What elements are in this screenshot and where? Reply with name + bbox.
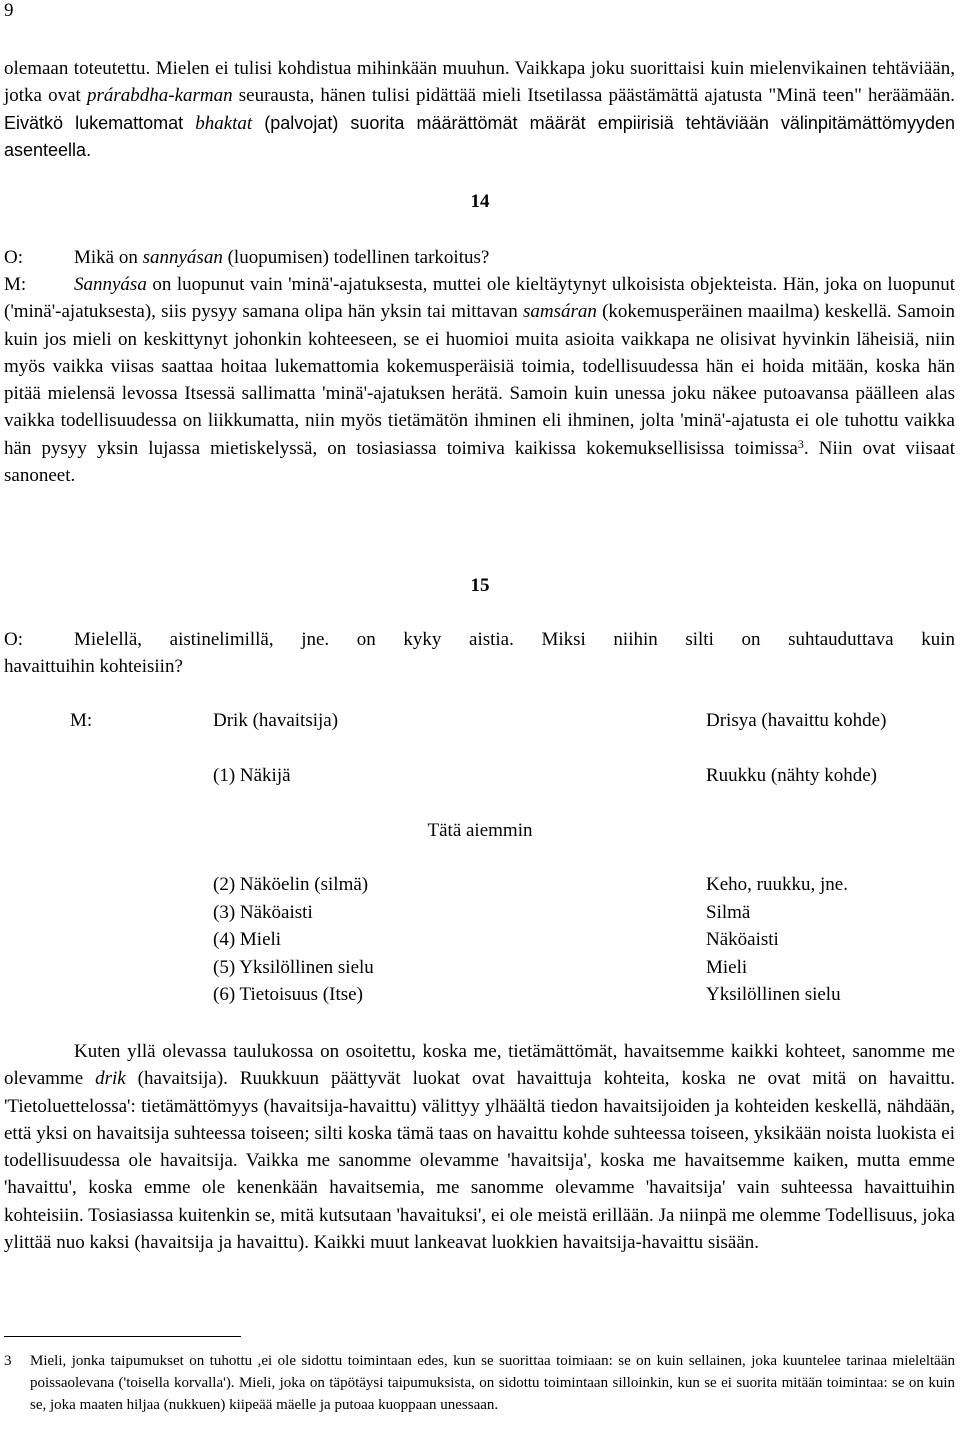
italic-term: sannyásan: [142, 247, 223, 268]
text-run: Eivätkö lukemattomat: [4, 112, 196, 133]
table-row-seer: (2) Näköelin (silmä): [213, 874, 369, 895]
question-15-line-1: [4, 626, 955, 653]
table-label: M:: [70, 710, 93, 731]
table-row-seen: Näköaisti: [706, 929, 779, 950]
table-row-seen: Silmä: [706, 902, 751, 923]
text-run: . Niin ovat viisaat sanoneet.: [4, 437, 955, 487]
italic-term: Sannyása: [74, 274, 147, 295]
footnote-3: [4, 1350, 955, 1416]
footnote-number: 3: [4, 1353, 12, 1369]
italic-term: drik: [95, 1068, 126, 1090]
footnote-text: Mieli, jonka taipumukset on tuhottu ,ei ole sidottu toimintaan edes, kun se suorittaa toimiaan: se on kuin sellainen, joka kuuntelee tarinaa mieleltään poissaolevana ('toisella korvalla'). Mieli, joka on täpötäysi taipumuksista, on sidottu toimintaan silloinkin, kun se ei suorita mitään toimintaa: se on kuin se, joka maaten hiljaa (nukkuen) kiipeää mäelle ja putoaa kuoppaan unessaan.: [30, 1353, 955, 1413]
answer-14: [4, 271, 955, 489]
text-run: Mikä on: [74, 247, 143, 268]
italic-term: samsáran: [522, 301, 597, 323]
page-number: 9: [4, 0, 14, 21]
table-row-seer: (6) Tietoisuus (Itse): [213, 984, 363, 1005]
table-row-seen: Yksilöllinen sielu: [706, 984, 841, 1005]
paragraph-intro: [4, 55, 955, 164]
italic-term: prárabdha-karman: [86, 85, 233, 107]
table-header-seer: Drik (havaitsija): [213, 710, 339, 731]
table-middle-note: Tätä aiemmin: [427, 820, 533, 841]
paragraph-closing: [4, 1038, 955, 1256]
table-row-seer: (4) Mieli: [213, 929, 282, 950]
footnote-ref: 3: [797, 436, 804, 451]
section-heading-15: 15: [470, 575, 490, 596]
table-row-seen: Mieli: [706, 957, 748, 978]
section-heading-14: 14: [470, 191, 490, 212]
text-run: (palvojat) suorita määrättömät määrät empiirisiä tehtäviään välinpitämättömyyden asenteella.: [4, 112, 955, 160]
answer-text: [4, 274, 955, 486]
question-label: O:: [4, 629, 23, 650]
text-run: (havaitsija). Ruukkuun päättyvät luokat ovat havaittuja kohteita, koska ne ovat mitä on havaittu. 'Tietoluettelossa': tietämättömyys (havaitsija-havaittu) välittyy ylhäältä tiedon havaitsijoiden ja kohteiden keskellä, nähdään, että yksi on havaitsija suhteessa toiseen; silti koska tämä taas on havaittu kohde suhteessa toiseen, yksikään noista luokista ei todellisuudessa ole havaitsija. Vaikka me sanomme olevamme 'havaitsija', koska me havaitsemme kaiken, mutta emme 'havaittu', koska emme ole kenenkään havaitsemia, me sanomme olevamme 'havaitsija' vain suhteessa havaittuihin kohteisiin. Tosiasiassa kuitenkin se, mitä kutsutaan 'havaituksi', ei ole meistä erillään. Ja niinpä me olemme Todellisuus, joka ylittää nuo kaksi (havaitsija ja havaittu). Kaikki muut lankeavat luokkien havaitsija-havaittu sisään.: [4, 1068, 955, 1254]
table-row-1-seen: Ruukku (nähty kohde): [706, 765, 877, 786]
text-run: on luopunut vain 'minä'-ajatuksesta, muttei ole kieltäytynyt ulkoisista objekteista. Hän, joka on luopunut ('minä'-ajatuksesta), siis pysyy samana olipa hän yksin tai mittavan: [4, 274, 955, 323]
table-row-seer: (5) Yksilöllinen sielu: [213, 957, 374, 978]
text-run: (luopumisen) todellinen tarkoitus?: [222, 247, 490, 268]
answer-label: M:: [4, 274, 27, 295]
text-run: olemaan toteutettu. Mielen ei tulisi kohdistua mihinkään muuhun. Vaikkapa joku suorittaisi kuin mielenvikainen tehtäviään, jotka ovat: [4, 58, 955, 107]
table-row-seer: (3) Näköaisti: [213, 902, 313, 923]
table-row-1-seer: (1) Näkijä: [213, 765, 291, 786]
question-text: [74, 247, 489, 268]
table-header-seen: Drisya (havaittu kohde): [706, 710, 887, 731]
table-row-seen: Keho, ruukku, jne.: [706, 874, 848, 895]
text-run: seurausta, hänen tulisi pidättää mieli Itsetilassa päästämättä ajatusta "Minä teen" heräämään.: [232, 85, 955, 107]
footnote-separator: [4, 1336, 241, 1337]
question-text: Mielellä, aistinelimillä, jne. on kyky aistia. Miksi niihin silti on suhtauduttava kuin: [74, 629, 955, 650]
text-run: (kokemusperäinen maailma) keskellä. Samoin kuin jos mieli on keskittynyt johonkin kohteeseen, se ei huomioi muita asioita vaikkapa ne olisivat hyvinkin läheisiä, niin myös vaikka viisas saattaa hoitaa lukemattomia kokemusperäisiä toimia, todellisuudessa hän ei hoida mitään, koska hän pitää mielensä levossa Itsessä sallimatta 'minä'-ajatuksen herätä. Samoin kuin unessa joku näkee putoavansa päälleen alas vaikka todellisuudessa on liikkumatta, niin myös tietämätön ihminen eli ihminen, jolta 'minä'-ajatusta ei ole tuhottu vaikka hän pysyy yksin lujassa mietiskelyssä, on tosiasiassa toimiva kaikissa kokemuksellisissa toimissa: [4, 301, 955, 459]
question-15-line-2: havaittuihin kohteisiin?: [4, 656, 183, 677]
text-run: Kuten yllä olevassa taulukossa on osoitettu, koska me, tietämättömät, havaitsemme kaikki kohteet, sanomme me olevamme: [4, 1041, 955, 1090]
question-14: [4, 244, 955, 271]
question-label: O:: [4, 247, 23, 268]
italic-term: bhaktat: [195, 112, 253, 134]
